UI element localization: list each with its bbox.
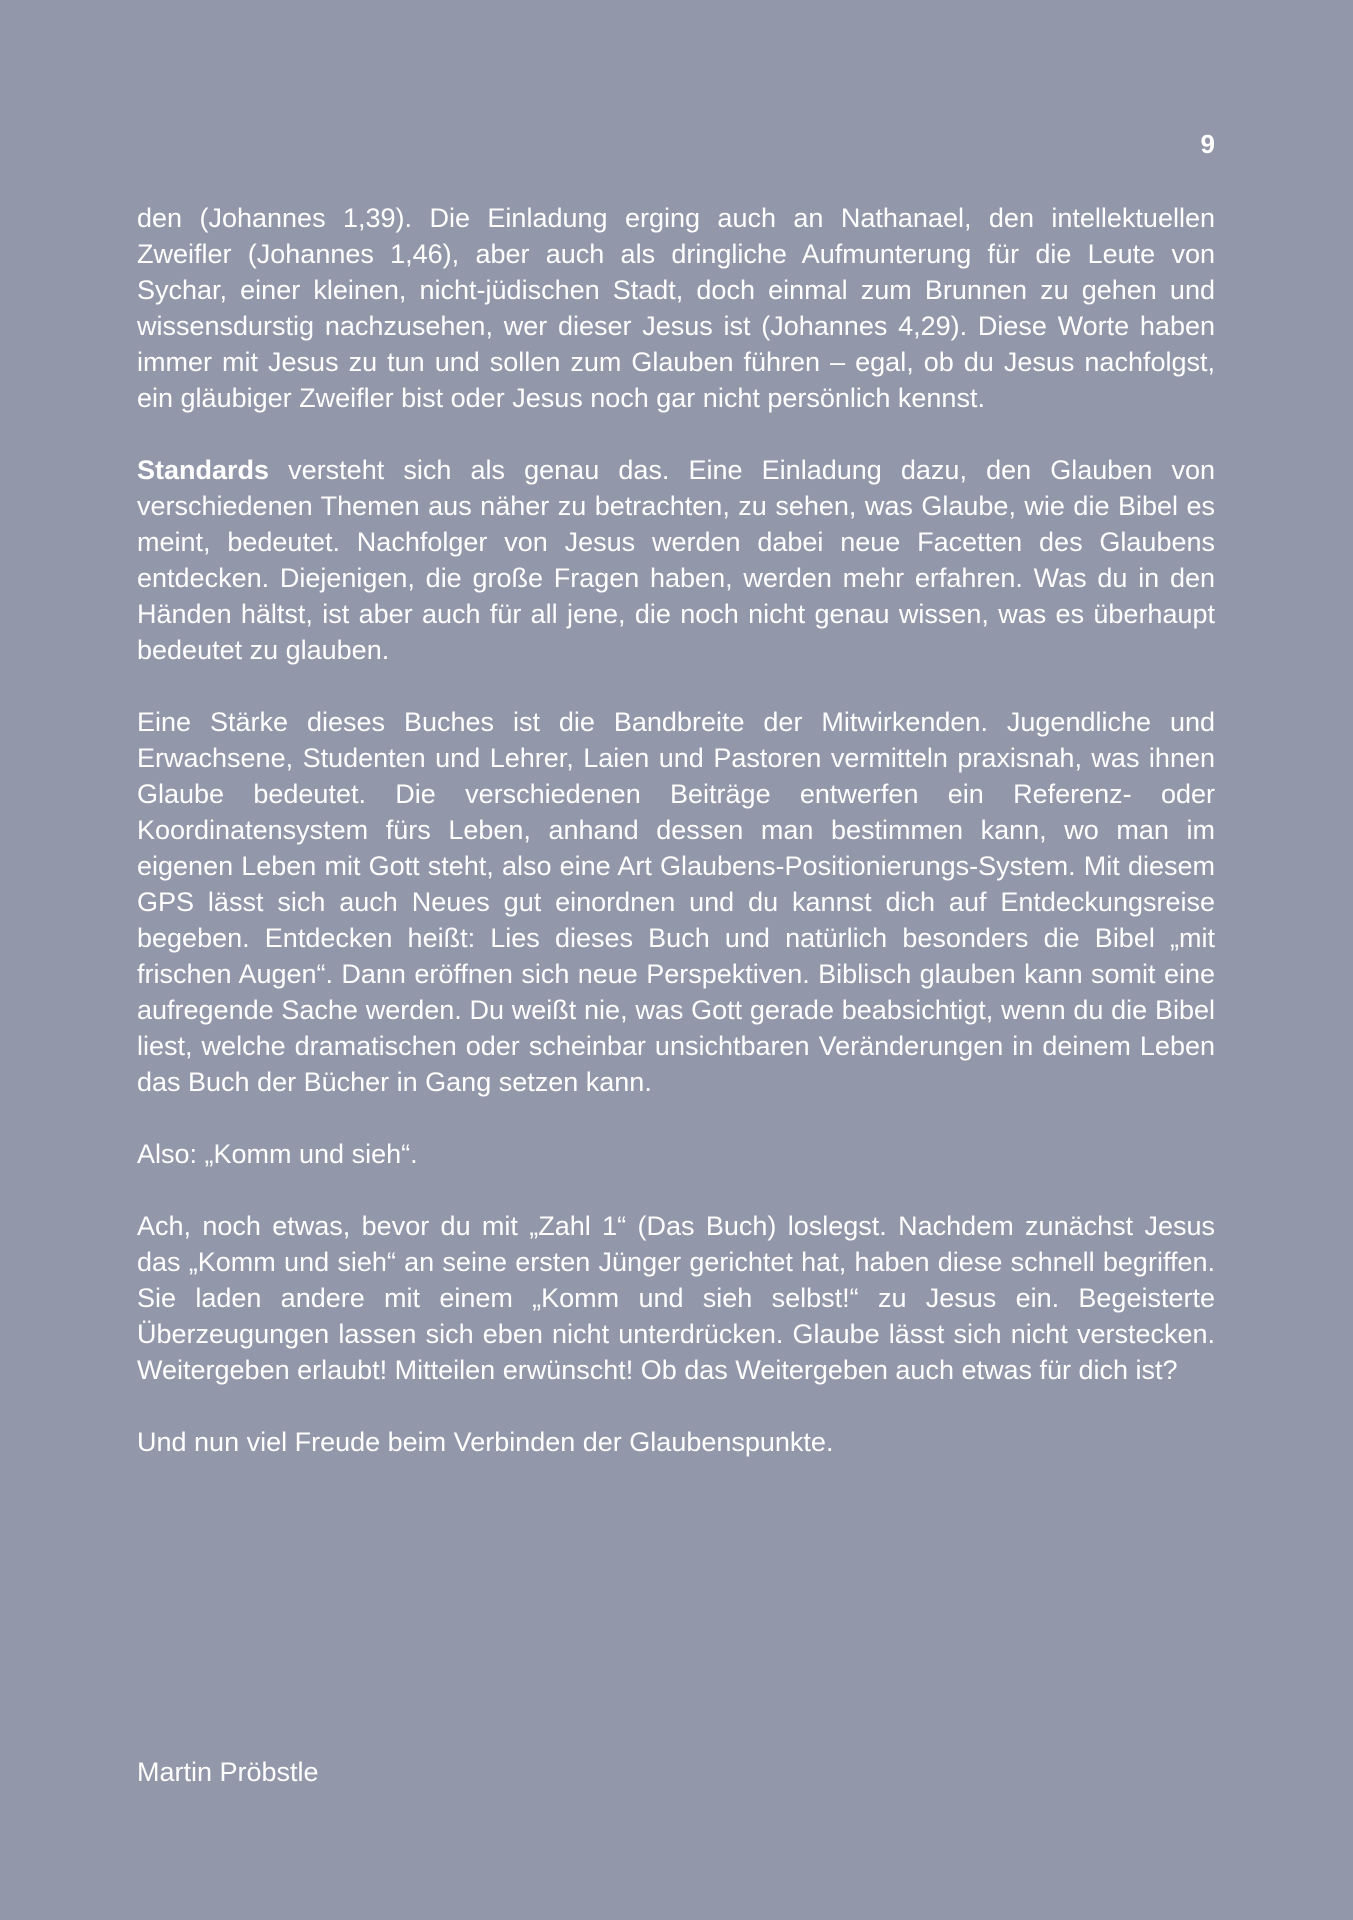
paragraph-komm-und-sieh: [137, 1136, 1215, 1172]
page-number: 9: [1200, 129, 1215, 159]
paragraph-text: Also: „Komm und sieh“.: [137, 1139, 418, 1169]
paragraph-text: Ach, noch etwas, bevor du mit „Zahl 1“ (Das Buch) loslegst. Nachdem zunächst Jesus das „Komm und sieh“ an seine ersten Jünger gerichtet hat, haben diese schnell begriffen. Sie laden andere mit einem „Komm und sieh selbst!“ zu Jesus ein. Begeisterte Überzeugungen lassen sich eben nicht unterdrücken. Glaube lässt sich nicht verstecken. Weitergeben erlaubt! Mitteilen erwünscht! Ob das Weitergeben auch etwas für dich ist?: [137, 1211, 1215, 1385]
paragraph-closing: [137, 1424, 1215, 1460]
paragraph-text: den (Johannes 1,39). Die Einladung erging auch an Nathanael, den intellektuellen Zweifler (Johannes 1,46), aber auch als dringliche Aufmunterung für die Leute von Sychar, einer kleinen, nicht-jüdischen Stadt, doch einmal zum Brunnen zu gehen und wissensdurstig nachzusehen, wer dieser Jesus ist (Johannes 4,29). Diese Worte haben immer mit Jesus zu tun und sollen zum Glauben führen – egal, ob du Jesus nachfolgst, ein gläubiger Zweifler bist oder Jesus noch gar nicht persönlich kennst.: [137, 203, 1215, 413]
paragraph-text: Und nun viel Freude beim Verbinden der Glaubenspunkte.: [137, 1427, 834, 1457]
paragraph-invitation-context: [137, 200, 1215, 416]
paragraph-standards: [137, 452, 1215, 668]
paragraph-weitergeben: [137, 1208, 1215, 1388]
paragraph-text: Eine Stärke dieses Buches ist die Bandbreite der Mitwirkenden. Jugendliche und Erwachsene, Studenten und Lehrer, Laien und Pastoren vermitteln praxisnah, was ihnen Glaube bedeutet. Die verschiedenen Beiträge entwerfen ein Referenz- oder Koordinatensystem fürs Leben, anhand dessen man bestimmen kann, wo man im eigenen Leben mit Gott steht, also eine Art Glaubens-Positionierungs-System. Mit diesem GPS lässt sich auch Neues gut einordnen und du kannst dich auf Entdeckungsreise begeben. Entdecken heißt: Lies dieses Buch und natürlich besonders die Bibel „mit frischen Augen“. Dann eröffnen sich neue Perspektiven. Biblisch glauben kann somit eine aufregende Sache werden. Du weißt nie, was Gott gerade beabsichtigt, wenn du die Bibel liest, welche dramatischen oder scheinbar unsichtbaren Veränderungen in deinem Leben das Buch der Bücher in Gang setzen kann.: [137, 707, 1215, 1097]
author-signature: Martin Pröbstle: [137, 1757, 319, 1787]
paragraph-contributors: [137, 704, 1215, 1100]
body-text: [137, 200, 1215, 1460]
paragraph-text: versteht sich als genau das. Eine Einladung dazu, den Glauben von verschiedenen Themen aus näher zu betrachten, zu sehen, was Glaube, wie die Bibel es meint, bedeutet. Nachfolger von Jesus werden dabei neue Facetten des Glaubens entdecken. Diejenigen, die große Fragen haben, werden mehr erfahren. Was du in den Händen hältst, ist aber auch für all jene, die noch nicht genau wissen, was es überhaupt bedeutet zu glauben.: [137, 455, 1215, 665]
book-title-bold: Standards: [137, 455, 270, 485]
